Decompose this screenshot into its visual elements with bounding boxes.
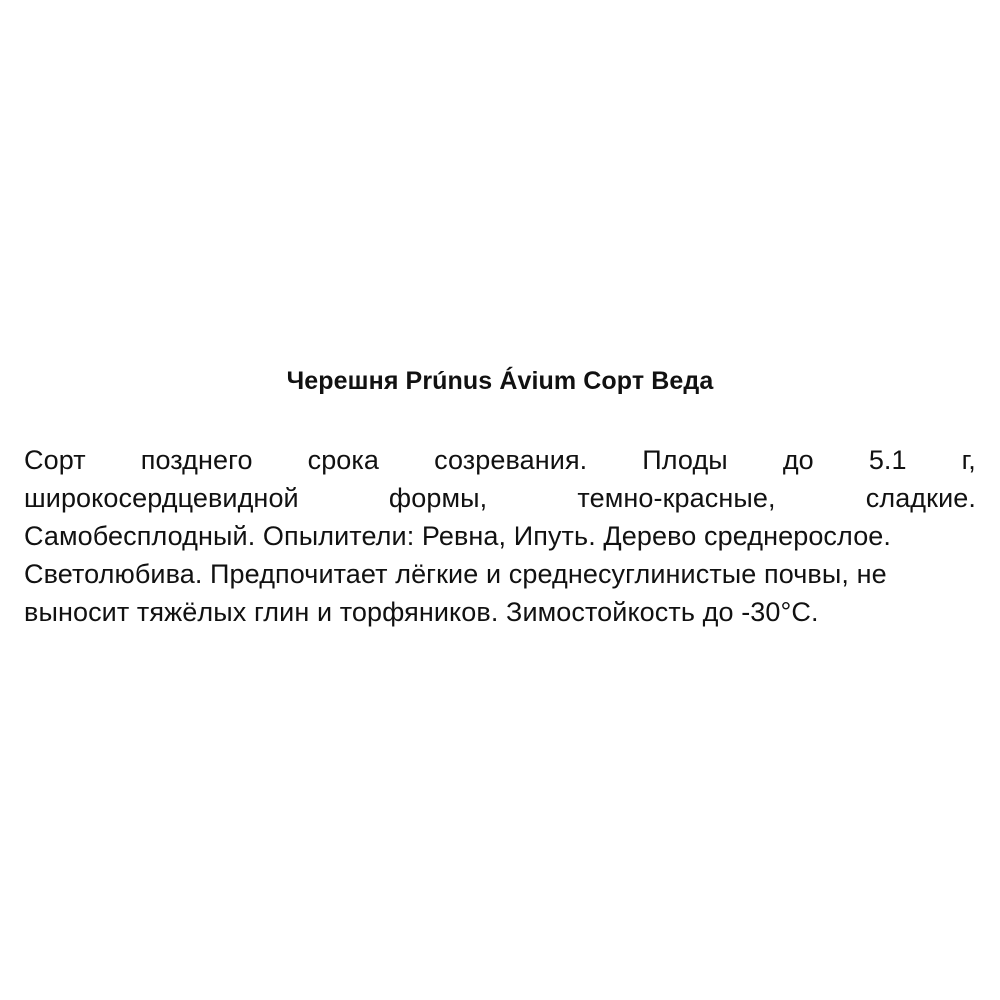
paragraph-word: темно-красные,	[577, 483, 776, 513]
paragraph-word: сладкие.	[865, 483, 976, 513]
paragraph-word: 5.1	[868, 445, 907, 475]
paragraph-line-5: выносит тяжёлых глин и торфяников. Зимостойкость до -30°С.	[24, 597, 819, 627]
paragraph-word: позднего	[140, 445, 253, 475]
paragraph-line-1	[24, 441, 976, 479]
description-paragraph	[24, 441, 976, 631]
paragraph-line-2	[24, 479, 976, 517]
document-title: Черешня Prúnus Ávium Сорт Веда	[286, 367, 714, 395]
paragraph-word: широкосердцевидной	[24, 483, 299, 513]
paragraph-line-4: Светолюбива. Предпочитает лёгкие и среднесуглинистые почвы, не	[24, 559, 887, 589]
paragraph-line-3: Самобесплодный. Опылители: Ревна, Ипуть. Дерево среднерослое.	[24, 521, 892, 551]
paragraph-word: формы,	[388, 483, 488, 513]
paragraph-word: созревания.	[434, 445, 588, 475]
paragraph-word: Сорт	[24, 445, 86, 475]
paragraph-word: до	[782, 445, 814, 475]
paragraph-word: г,	[961, 445, 976, 475]
paragraph-word: Плоды	[642, 445, 728, 475]
paragraph-word: срока	[307, 445, 380, 475]
